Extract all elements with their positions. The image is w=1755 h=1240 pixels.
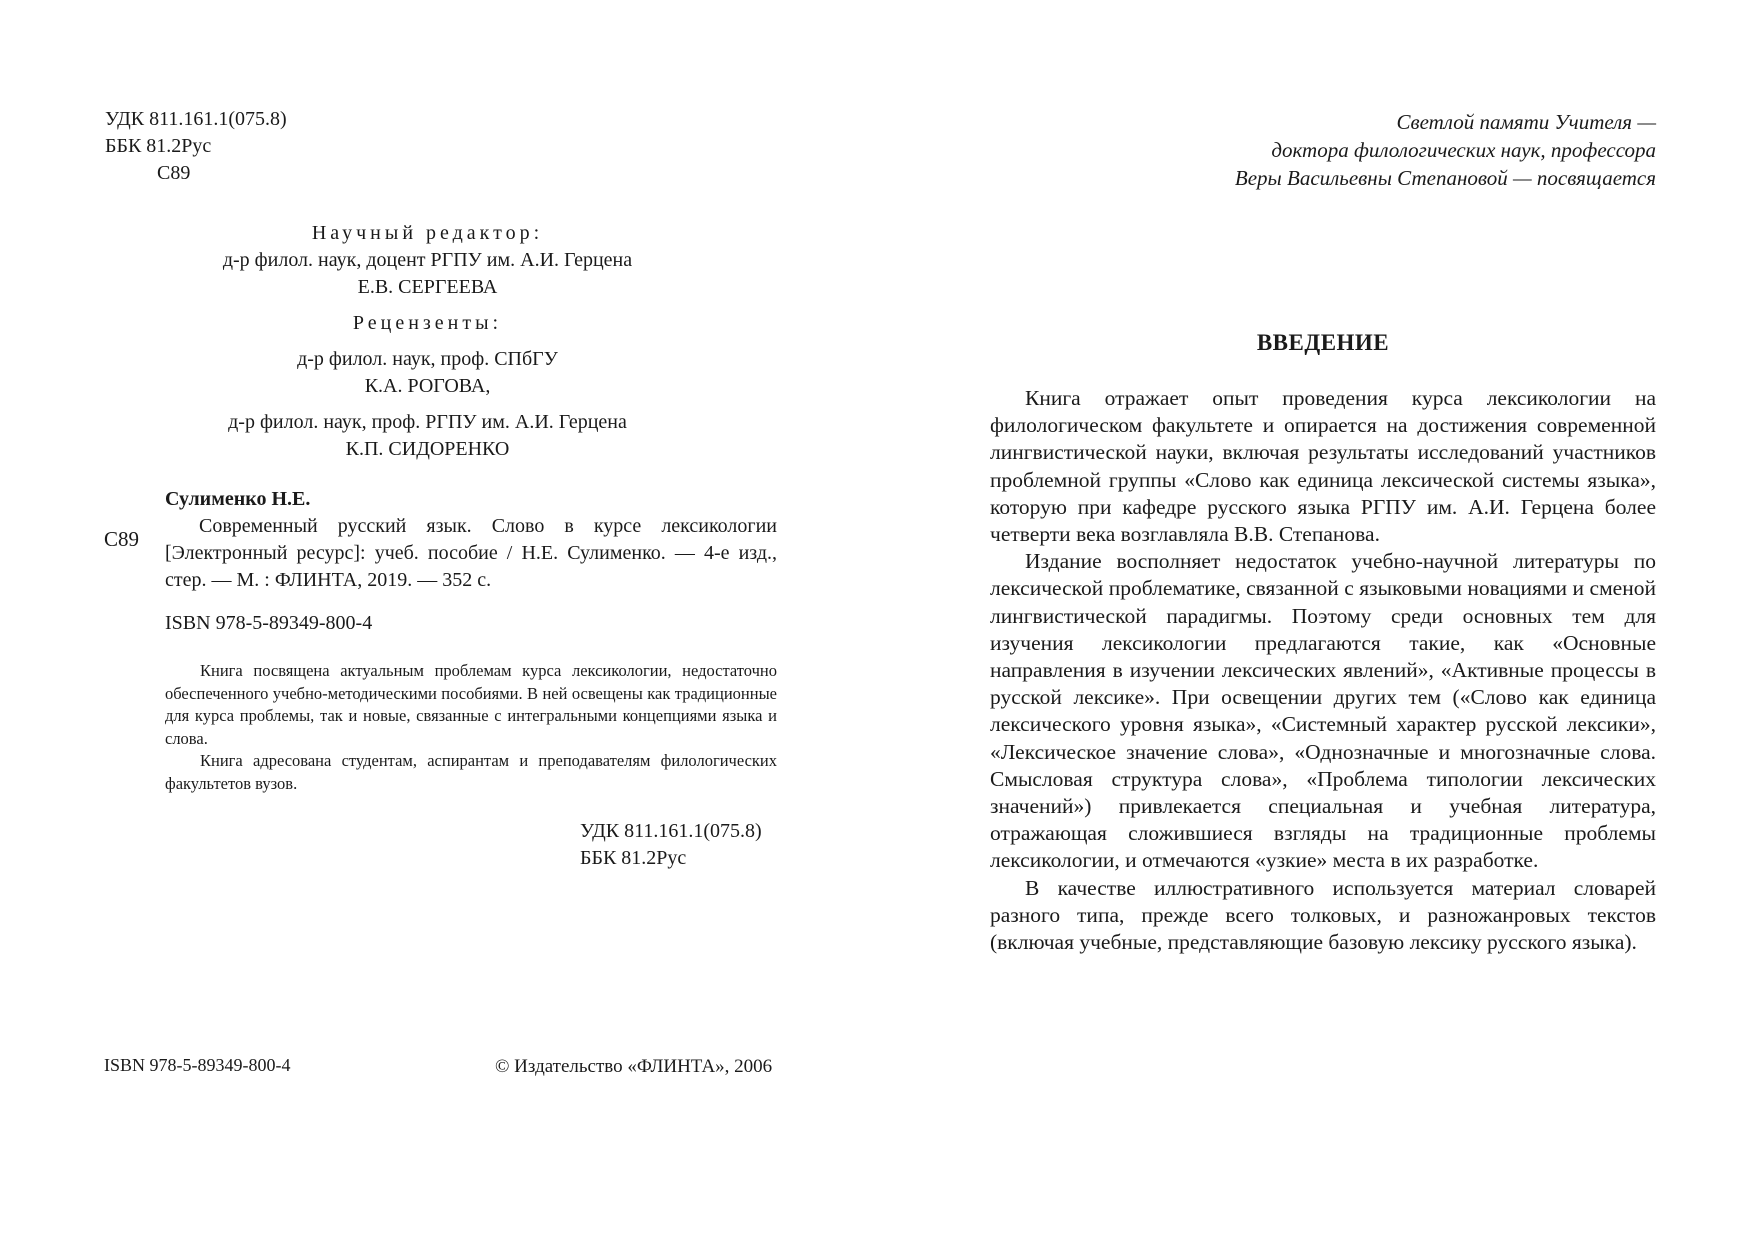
body-paragraph: В качестве иллюстративного используется материал словарей разного типа, прежде всего толковых, и разножанровых текстов (включая учебные, представляющие базовую лексику русского языка). [990,875,1656,955]
editor-label: Научный редактор: [311,222,544,244]
chapter-heading: ВВЕДЕНИЕ [1256,330,1390,355]
reviewer-credentials: д-р филол. наук, проф. РГПУ им. А.И. Герцена [228,411,627,433]
annotation [165,660,777,795]
reviewer-name: К.П. СИДОРЕНКО [345,438,510,460]
book-description: Современный русский язык. Слово в курсе лексикологии [Электронный ресурс]: учеб. пособие / Н.Е. Сулименко. — 4-е изд., стер. — М. : ФЛИНТА, 2019. — 352 с. [165,515,777,591]
bibliographic-author-mark: С89 [104,527,140,551]
body-paragraph: Книга отражает опыт проведения курса лексикологии на филологическом факультете и опирается на достижения современной лингвистической науки, включая результаты исследований участников проблемной группы «Слово как единица лексической системы языка», которую при кафедре русского языка РГПУ им. А.И. Герцена более четверти века возглавляла В.В. Степанова. [990,386,1656,547]
body-paragraph: Издание восполняет недостаток учебно-научной литературы по лексической проблематике, связанной с языковыми новациями и сменой лингвистической парадигмы. Поэтому среди основных тем для изучения лексикологии предлагаются такие, как «Основные направления в изучении лексических явлений», «Активные процессы в русской лексике». При освещении других тем («Слово как единица лексического уровня языка», «Системный характер русской лексики», «Лексическое значение слова», «Однозначные и многозначные слова. Смысловая структура слова», «Проблема типологии лексических значений») привлекается специальная и учебная литература, отражающая сложившиеся взгляды на традиционные проблемы лексикологии, и отмечаются «узкие» места в их разработке. [990,549,1656,873]
annotation-paragraph: Книга посвящена актуальным проблемам курса лексикологии, недостаточно обеспеченного учебно-методическими пособиями. В ней освещены как традиционные для курса проблемы, так и новые, связанные с интегральными концепциями языка и слова. [165,661,777,748]
reviewers-label: Рецензенты: [352,312,503,334]
footer-isbn: ISBN 978-5-89349-800-4 [104,1055,291,1075]
udk-block-bottom [580,818,762,872]
editor-name: Е.В. СЕРГЕЕВА [357,276,498,298]
reviewer-name: К.А. РОГОВА, [364,375,491,397]
left-page [0,0,877,1240]
introduction-text [990,385,1656,956]
author-name: Сулименко Н.Е. [165,488,311,510]
dedication-line: Веры Васильевны Степановой — посвящается [1234,166,1656,190]
isbn: ISBN 978-5-89349-800-4 [165,612,373,634]
editor-credentials: д-р филол. наук, доцент РГПУ им. А.И. Герцена [222,249,633,271]
udk-code: УДК 811.161.1(075.8) [580,820,762,842]
annotation-paragraph: Книга адресована студентам, аспирантам и преподавателям филологических факультетов вузов. [165,751,777,793]
dedication-line: Светлой памяти Учителя — [1396,110,1656,134]
reviewer-credentials: д-р филол. наук, проф. СПбГУ [297,348,558,370]
udk-code: УДК 811.161.1(075.8) [105,108,287,130]
udk-block-top [105,106,287,187]
dedication-line: доктора филологических наук, профессора [1271,138,1656,162]
bibliographic-record [165,486,777,594]
copyright: © Издательство «ФЛИНТА», 2006 [495,1056,773,1077]
bbk-code: ББК 81.2Рус [580,847,687,869]
author-mark: С89 [157,162,191,184]
editors-block [105,220,750,463]
bbk-code: ББК 81.2Рус [105,135,212,157]
dedication [1235,108,1656,192]
